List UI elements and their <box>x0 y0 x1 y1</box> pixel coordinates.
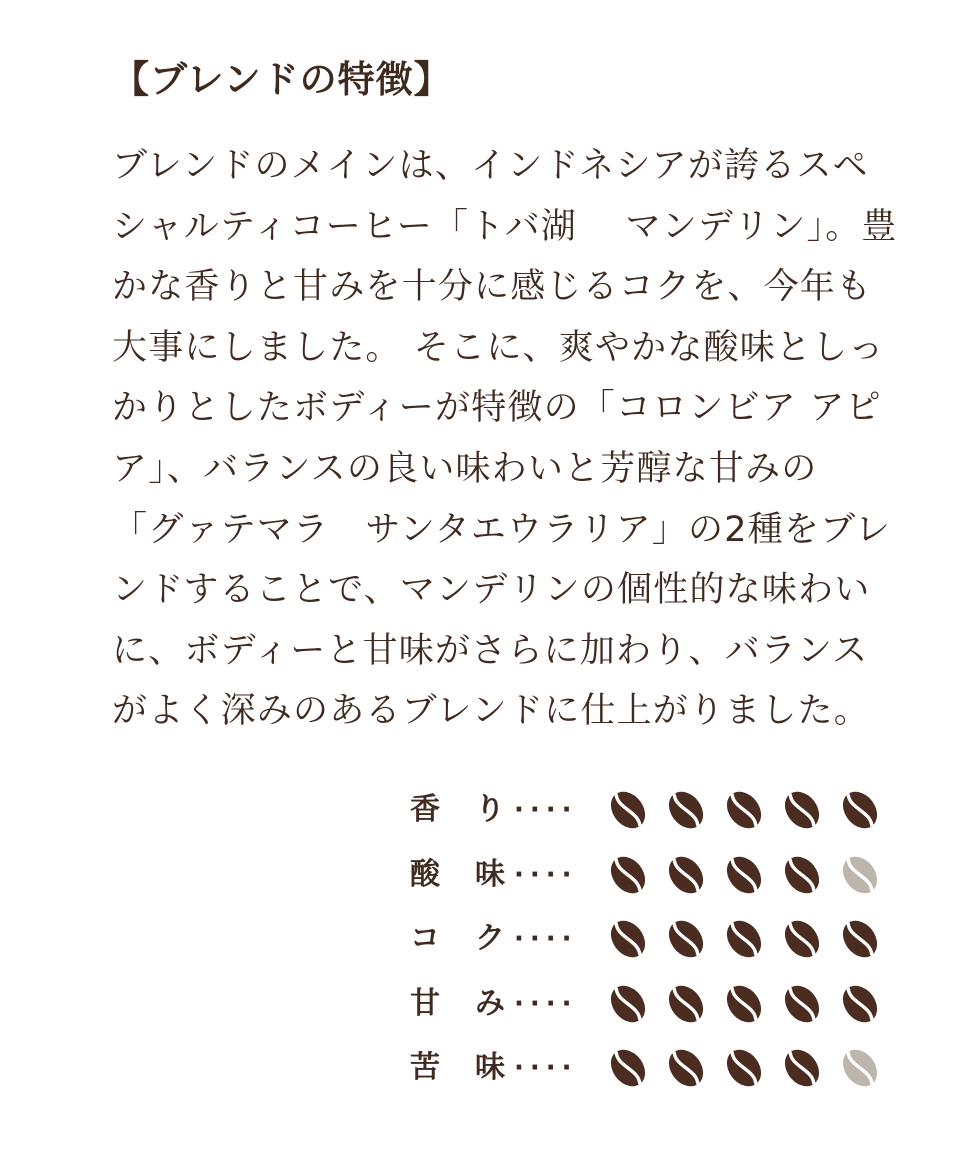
flavor-ratings <box>410 782 880 1105</box>
leader-dots: ···· <box>514 988 578 1019</box>
coffee-bean-filled-icon <box>724 982 764 1026</box>
coffee-bean-filled-icon <box>666 788 706 832</box>
rating-label <box>410 855 505 895</box>
description-line: ブレンドのメインは、インドネシアが誇るスペ <box>112 146 869 186</box>
coffee-bean-filled-icon <box>782 982 822 1026</box>
rating-label-char: り <box>475 792 505 827</box>
coffee-bean-filled-icon <box>666 1046 706 1090</box>
rating-label-char: 味 <box>475 856 505 892</box>
coffee-bean-filled-icon <box>782 1046 822 1090</box>
rating-row-bitterness <box>410 1040 880 1105</box>
coffee-bean-filled-icon <box>840 788 880 832</box>
bean-rating <box>608 917 880 961</box>
rating-label-char: 甘 <box>410 985 440 1021</box>
coffee-bean-filled-icon <box>666 853 706 897</box>
description-line: ンドすることで、マンデリンの個性的な味わい <box>112 570 871 611</box>
rating-row-body <box>410 911 880 976</box>
description-line: がよく深みのあるブレンドに仕上がりました。 <box>112 691 870 732</box>
rating-label-char: 苦 <box>410 1050 440 1086</box>
coffee-bean-filled-icon <box>724 853 764 897</box>
rating-row-sweetness <box>410 976 880 1041</box>
rating-label-char: み <box>475 985 505 1021</box>
leader-dots: ···· <box>514 795 578 825</box>
description-line: 「グァテマラ サンタエウラリア」の2種をブレ <box>112 509 892 550</box>
coffee-bean-filled-icon <box>724 917 764 961</box>
rating-label <box>410 790 505 830</box>
coffee-bean-filled-icon <box>608 788 648 832</box>
bean-rating <box>608 982 880 1026</box>
leader-dots: ···· <box>514 1053 578 1084</box>
rating-row-acidity <box>410 847 880 912</box>
coffee-bean-filled-icon <box>608 853 648 897</box>
rating-label-char: 香 <box>410 792 440 827</box>
coffee-bean-filled-icon <box>608 982 648 1026</box>
rating-label <box>410 919 505 959</box>
coffee-bean-filled-icon <box>782 853 822 897</box>
rating-row-aroma <box>410 782 880 847</box>
bean-rating <box>608 1046 880 1090</box>
coffee-bean-filled-icon <box>782 788 822 832</box>
leader-dots: ···· <box>514 924 578 955</box>
rating-label-char: 味 <box>475 1050 505 1086</box>
coffee-bean-filled-icon <box>724 788 764 832</box>
bean-rating <box>608 853 880 897</box>
coffee-bean-filled-icon <box>666 982 706 1026</box>
description-line: ア」、バランスの良い味わいと芳醇な甘みの <box>112 448 818 489</box>
coffee-bean-empty-icon <box>840 853 880 897</box>
coffee-bean-filled-icon <box>840 917 880 961</box>
description-line: シャルティコーヒー「トバ湖 マンデリン」。豊 <box>112 206 898 247</box>
coffee-bean-filled-icon <box>608 1046 648 1090</box>
description-line: かな香りと甘みを十分に感じるコクを、今年も <box>112 267 873 308</box>
section-heading: 【ブレンドの特徴】 <box>112 58 452 101</box>
leader-dots: ···· <box>514 859 578 890</box>
description-line: かりとしたボディーが特徴の「コロンビア アピ <box>112 388 882 429</box>
coffee-bean-filled-icon <box>840 982 880 1026</box>
bean-rating <box>608 788 880 832</box>
rating-label <box>410 984 505 1024</box>
coffee-bean-empty-icon <box>840 1046 880 1090</box>
coffee-bean-filled-icon <box>724 1046 764 1090</box>
coffee-bean-filled-icon <box>608 917 648 961</box>
description-line: に、ボディーと甘味がさらに加わり、バランス <box>112 630 869 671</box>
description-text <box>112 136 898 742</box>
rating-label-char: コ <box>410 921 440 957</box>
description-line: 大事にしました。 そこに、爽やかな酸味としっ <box>112 327 885 368</box>
rating-label <box>410 1048 505 1088</box>
rating-label-char: 酸 <box>410 856 440 892</box>
rating-label-char: ク <box>475 921 505 957</box>
coffee-bean-filled-icon <box>782 917 822 961</box>
coffee-bean-filled-icon <box>666 917 706 961</box>
